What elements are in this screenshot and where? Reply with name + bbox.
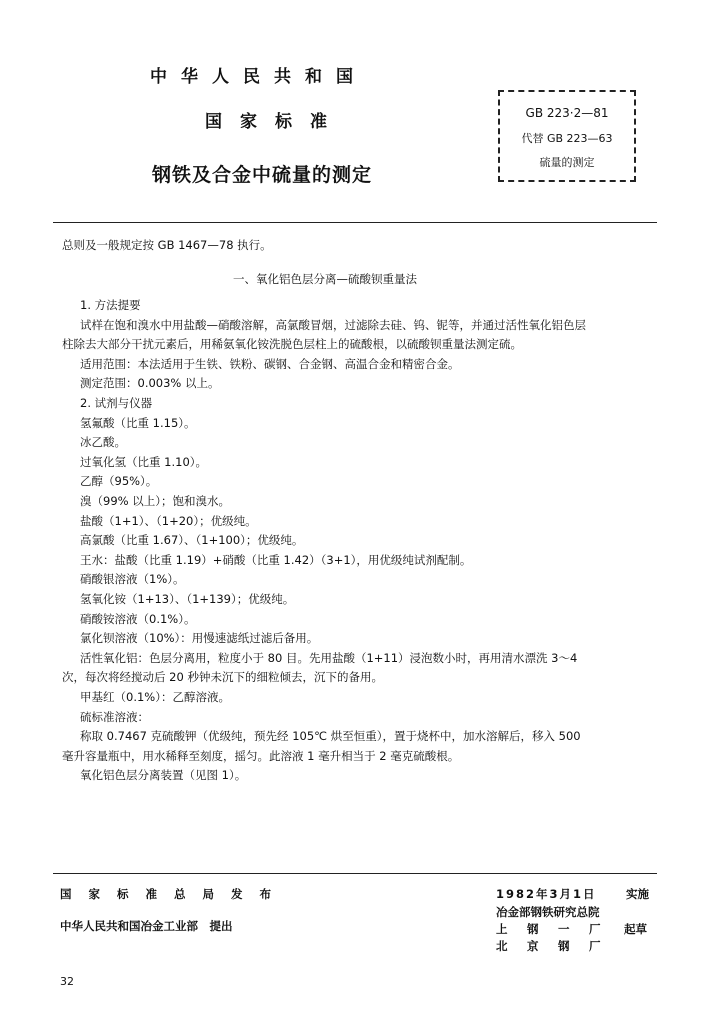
body-line: 过氧化氢（比重 1.10）。 [80, 455, 208, 469]
body-line: 氯化钡溶液（10%）：用慢速滤纸过滤后备用。 [80, 631, 319, 645]
body-line: 溴（99% 以上）；饱和溴水。 [80, 494, 230, 508]
body-line: 王水：盐酸（比重 1.19）+硝酸（比重 1.42）（3+1），用优级纯试剂配制。 [80, 553, 472, 567]
body-line: 次，每次将经搅动后 20 秒钟未沉下的细粒倾去，沉下的备用。 [62, 670, 383, 684]
standard-type-heading: 国家标准 [205, 112, 345, 132]
body-line: 毫升容量瓶中，用水稀释至刻度，摇匀。此溶液 1 毫升相当于 2 毫克硫酸根。 [62, 749, 460, 763]
body-line: 活性氧化铝：色层分离用，粒度小于 80 目。先用盐酸（1+11）浸泡数小时，再用清水漂洗 3～4 [80, 651, 578, 665]
implement-label: 实施 [626, 887, 649, 901]
body-line: 测定范围：0.003% 以上。 [80, 376, 220, 390]
body-line: 高氯酸（比重 1.67）、（1+100）；优级纯。 [80, 533, 304, 547]
intro-text: 总则及一般规定按 GB 1467—78 执行。 [62, 238, 272, 252]
body-line: 2. 试剂与仪器 [80, 396, 153, 410]
standard-code: GB 223·2—81 [525, 106, 609, 120]
body-line: 适用范围：本法适用于生铁、铁粉、碳钢、合金钢、高温合金和精密合金。 [80, 357, 460, 371]
publisher: 国家标准总局发布 [60, 887, 288, 901]
body-line: 氧化铝色层分离装置（见图 1）。 [80, 768, 247, 782]
proposer: 中华人民共和国冶金工业部 提出 [60, 919, 233, 933]
header-divider [53, 222, 657, 223]
drafter-1: 冶金部钢铁研究总院 [496, 905, 600, 919]
section-title: 一、氧化铝色层分离—硫酸钡重量法 [233, 272, 417, 286]
drafter-3: 北 京 钢 厂 [496, 939, 605, 953]
body-line: 乙醇（95%）。 [80, 474, 158, 488]
body-line: 氢氧化铵（1+13）、（1+139）；优级纯。 [80, 592, 295, 606]
body-line: 氢氟酸（比重 1.15）。 [80, 416, 196, 430]
body-line: 硝酸银溶液（1%）。 [80, 572, 185, 586]
body-line: 试样在饱和溴水中用盐酸—硝酸溶解，高氯酸冒烟，过滤除去硅、钨、铌等，并通过活性氧化铝色层 [80, 318, 586, 332]
release-date: 1982年3月1日 [496, 887, 597, 901]
document-title: 钢铁及合金中硫量的测定 [152, 164, 373, 186]
replaces-code: 代替 GB 223—63 [521, 132, 613, 145]
body-line: 称取 0.7467 克硫酸钾（优级纯，预先经 105℃ 烘至恒重），置于烧杯中，加水溶解后，移入 500 [80, 729, 581, 743]
footer-divider [53, 873, 657, 874]
body-line: 冰乙酸。 [80, 435, 126, 449]
body-line: 1. 方法提要 [80, 298, 141, 312]
country-heading: 中华人民共和国 [150, 67, 367, 87]
body-line: 硫标准溶液： [80, 710, 149, 724]
body-line: 柱除去大部分干扰元素后，用稀氨氧化铵洗脱色层柱上的硫酸根，以硫酸钡重量法测定硫。 [62, 337, 522, 351]
drafted-label: 起草 [624, 922, 647, 936]
body-line: 甲基红（0.1%）：乙醇溶液。 [80, 690, 230, 704]
body-line: 盐酸（1+1）、（1+20）；优级纯。 [80, 514, 257, 528]
page-number: 32 [60, 975, 74, 988]
drafter-2: 上 钢 一 厂 [496, 922, 605, 936]
body-line: 硝酸铵溶液（0.1%）。 [80, 612, 196, 626]
standard-number-box [498, 90, 636, 182]
standard-subject: 硫量的测定 [539, 156, 595, 169]
